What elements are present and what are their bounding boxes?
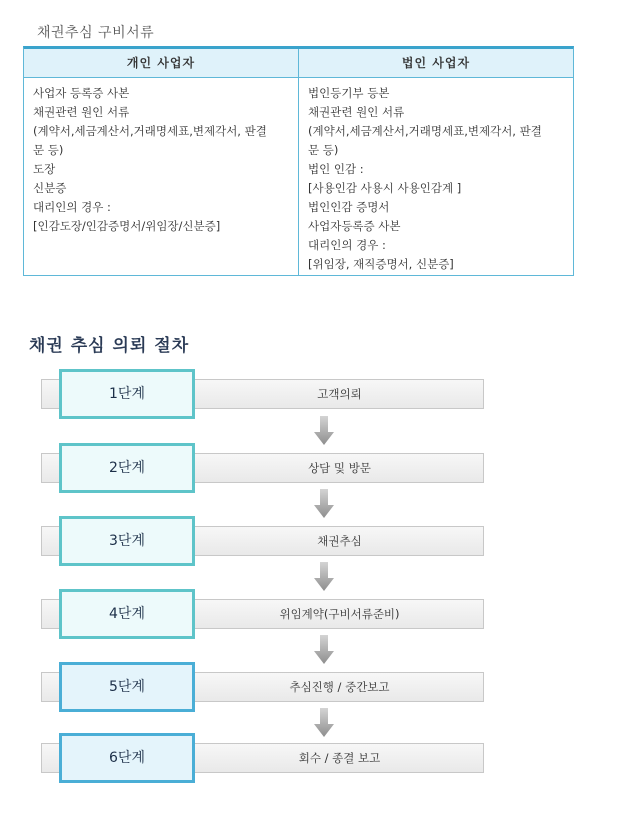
step-badge: 6단계 xyxy=(59,733,195,783)
step-description: 회수 / 종결 보고 xyxy=(298,751,381,765)
list-item: [사용인감 사용시 사용인감계 ] xyxy=(308,181,462,195)
list-item: 도장 xyxy=(33,162,56,176)
procedure-step-1 xyxy=(41,369,484,419)
list-item: (계약서,세금계산서,거래명세표,변제각서, 판결 xyxy=(33,124,267,138)
list-item: 신분증 xyxy=(33,181,67,195)
step-description: 고객의뢰 xyxy=(317,387,362,401)
procedure-step-5 xyxy=(41,662,484,712)
list-item: 채권관련 원인 서류 xyxy=(33,105,130,119)
individual-documents-list xyxy=(24,78,298,236)
list-item: 법인 인감 : xyxy=(308,162,364,176)
list-item: 문 등) xyxy=(33,143,64,157)
step-description: 추심진행 / 중간보고 xyxy=(289,680,390,694)
documents-table xyxy=(23,46,574,276)
procedure-step-2 xyxy=(41,443,484,493)
list-item: 대리인의 경우 : xyxy=(308,238,386,252)
documents-heading: 채권추심 구비서류 xyxy=(37,25,155,41)
step-description: 채권추심 xyxy=(317,534,362,548)
corporate-business-header: 법인 사업자 xyxy=(299,49,573,78)
down-arrow-icon xyxy=(314,416,334,446)
corporate-business-column xyxy=(298,49,573,275)
step-badge: 2단계 xyxy=(59,443,195,493)
list-item: 사업자 등록증 사본 xyxy=(33,86,130,100)
procedure-step-6 xyxy=(41,733,484,783)
down-arrow-icon xyxy=(314,562,334,592)
list-item: 사업자등록증 사본 xyxy=(308,219,401,233)
step-badge: 3단계 xyxy=(59,516,195,566)
list-item: 문 등) xyxy=(308,143,339,157)
step-badge: 1단계 xyxy=(59,369,195,419)
step-description: 상담 및 방문 xyxy=(308,461,371,475)
step-badge: 5단계 xyxy=(59,662,195,712)
list-item: 법인인감 증명서 xyxy=(308,200,390,214)
step-badge: 4단계 xyxy=(59,589,195,639)
corporate-documents-list xyxy=(299,78,573,274)
list-item: [위임장, 재직증명서, 신분증] xyxy=(308,257,454,271)
list-item: (계약서,세금계산서,거래명세표,변제각서, 판결 xyxy=(308,124,542,138)
down-arrow-icon xyxy=(314,635,334,665)
procedure-step-3 xyxy=(41,516,484,566)
list-item: 대리인의 경우 : xyxy=(33,200,111,214)
procedure-title: 채권 추심 의뢰 절차 xyxy=(29,336,190,356)
list-item: 법인등기부 등본 xyxy=(308,86,390,100)
procedure-step-4 xyxy=(41,589,484,639)
individual-business-column xyxy=(24,49,298,275)
list-item: 채권관련 원인 서류 xyxy=(308,105,405,119)
down-arrow-icon xyxy=(314,489,334,519)
step-description: 위임계약(구비서류준비) xyxy=(279,607,400,621)
list-item: [인감도장/인감증명서/위임장/신분증] xyxy=(33,219,221,233)
individual-business-header: 개인 사업자 xyxy=(24,49,298,78)
